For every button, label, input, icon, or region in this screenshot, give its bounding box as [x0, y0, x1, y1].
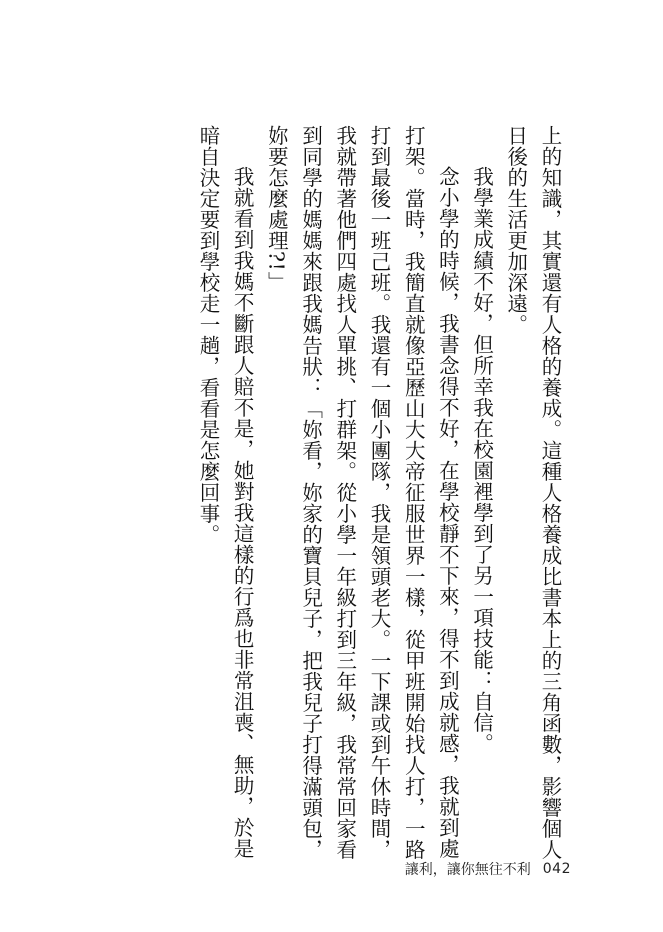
paragraph-mother: 我就看到我媽不斷跟人賠不是，她對我這樣的行爲也非常沮喪、無助，於是暗自決定要到學校走一趟，看看是怎麼回事。 — [195, 125, 255, 859]
page-number: 042 — [542, 861, 571, 877]
page-footer — [405, 859, 571, 879]
paragraph-elementary-school: 念小學的時候，我書念得不好，在學校靜不下來，得不到成就感，我就到處打架。當時，我簡直就像亞歷山大大帝征服世界一樣，從甲班開始找人打，一路打到最後一班己班。我還有一個小團隊，我是領頭老大。一下課或到午休時間，我就帶著他們四處找人單挑、打群架。從小學一年級打到三年級，我常常回家看到同學的媽媽來跟我媽告狀：「妳看，妳家的寶貝兒子，把我兒子打得滿頭包，妳要怎麼處理?!」 — [264, 125, 460, 860]
paragraph-continuation: 上的知識，其實還有人格的養成。這種人格養成比書本上的三角函數，影響個人日後的生活更加深遠。 — [503, 125, 562, 860]
paragraph-self-confidence: 我學業成績不好，但所幸我在校園裡學到了另一項技能：自信。 — [469, 166, 494, 754]
body-text — [191, 125, 567, 875]
book-title: 讓利，讓你無往不利 — [404, 862, 531, 878]
